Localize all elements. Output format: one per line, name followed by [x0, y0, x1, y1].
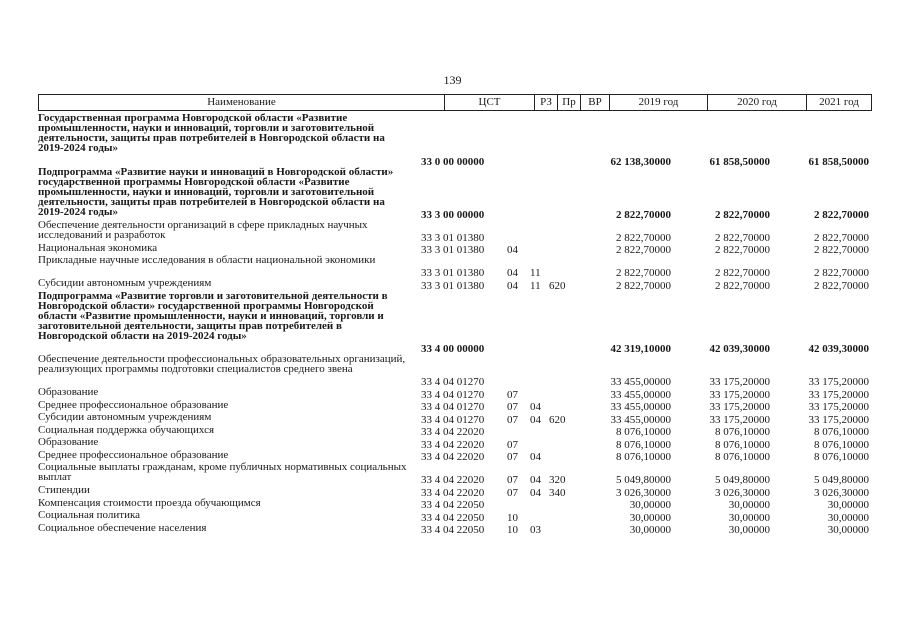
cell-2019: 8 076,10000	[616, 438, 671, 451]
row-name: Среднее профессиональное образование	[38, 398, 229, 411]
cell-2020: 30,00000	[728, 511, 770, 524]
cell-vr: 620	[549, 279, 566, 292]
cell-2019: 30,00000	[629, 511, 671, 524]
cell-2019: 33 455,00000	[610, 413, 671, 426]
cell-2020: 33 175,20000	[709, 401, 770, 414]
cell-rz: 10	[507, 511, 518, 524]
row-name: Обеспечение деятельности профессиональных образовательных организаций, реализующих программы подготовки специалистов среднего звена	[38, 353, 406, 376]
cell-2019: 8 076,10000	[616, 451, 671, 464]
cell-2019: 2 822,70000	[616, 231, 671, 244]
table-row	[0, 167, 905, 221]
cell-2021: 3 026,30000	[814, 486, 869, 499]
cell-rz: 07	[507, 388, 518, 401]
cell-cst: 33 3 01 01380	[421, 267, 485, 280]
row-name: Социальная политика	[38, 509, 141, 522]
cell-2020: 33 175,20000	[709, 376, 770, 389]
row-name: Среднее профессиональное образование	[38, 448, 229, 461]
cell-2021: 30,00000	[827, 499, 869, 512]
cell-2019: 33 455,00000	[610, 376, 671, 389]
cell-2020: 2 822,70000	[715, 231, 770, 244]
cell-2020: 3 026,30000	[715, 486, 770, 499]
header-2019: 2019 год	[609, 95, 707, 110]
cell-cst: 33 4 04 22020	[421, 426, 485, 439]
table-row	[0, 278, 905, 291]
cell-2019: 5 049,80000	[616, 474, 671, 487]
cell-vr: 320	[549, 474, 566, 487]
cell-cst: 33 0 00 00000	[421, 155, 485, 168]
row-name: Государственная программа Новгородской области «Развитие промышленности, науки и инноваций, торговли и заготовительной деятельности, защиты прав потребителей в Новгородской области на 2019-2024 годы»	[38, 112, 385, 154]
cell-cst: 33 4 04 01270	[421, 376, 485, 389]
cell-2019: 2 822,70000	[616, 267, 671, 280]
cell-2021: 8 076,10000	[814, 426, 869, 439]
cell-rz: 04	[507, 267, 518, 280]
table-row	[0, 291, 905, 355]
table-row	[0, 462, 905, 485]
header-rz: РЗ	[534, 95, 557, 110]
cell-2020: 33 175,20000	[709, 413, 770, 426]
cell-cst: 33 4 04 01270	[421, 388, 485, 401]
cell-2021: 2 822,70000	[814, 231, 869, 244]
cell-2020: 30,00000	[728, 499, 770, 512]
table-header	[38, 94, 872, 111]
row-name: Образование	[38, 436, 99, 449]
cell-rz: 07	[507, 401, 518, 414]
cell-2021: 42 039,30000	[808, 343, 869, 356]
row-name: Национальная экономика	[38, 241, 158, 254]
cell-2020: 8 076,10000	[715, 426, 770, 439]
cell-2019: 62 138,30000	[610, 155, 671, 168]
cell-2019: 33 455,00000	[610, 401, 671, 414]
table-row	[0, 113, 905, 167]
cell-2019: 2 822,70000	[616, 209, 671, 221]
cell-cst: 33 4 04 22020	[421, 451, 485, 464]
cell-2021: 33 175,20000	[808, 388, 869, 401]
cell-pr: 11	[530, 279, 541, 292]
header-2021: 2021 год	[806, 95, 872, 110]
cell-2020: 2 822,70000	[715, 209, 770, 221]
cell-cst: 33 4 04 22020	[421, 438, 485, 451]
cell-cst: 33 4 04 22050	[421, 511, 485, 524]
cell-pr: 11	[530, 267, 541, 280]
cell-vr: 620	[549, 413, 566, 426]
cell-2021: 30,00000	[827, 524, 869, 537]
cell-rz: 10	[507, 524, 518, 537]
cell-2020: 8 076,10000	[715, 438, 770, 451]
cell-rz: 04	[507, 244, 518, 257]
cell-2020: 2 822,70000	[715, 267, 770, 280]
table-body	[0, 113, 905, 535]
cell-cst: 33 4 04 22020	[421, 486, 485, 499]
cell-2021: 8 076,10000	[814, 438, 869, 451]
cell-2020: 2 822,70000	[715, 244, 770, 257]
header-name: Наименование	[38, 95, 444, 110]
cell-2019: 42 319,10000	[610, 343, 671, 356]
cell-2021: 33 175,20000	[808, 401, 869, 414]
cell-rz: 07	[507, 438, 518, 451]
cell-pr: 04	[530, 413, 541, 426]
cell-cst: 33 3 01 01380	[421, 279, 485, 292]
cell-pr: 03	[530, 524, 541, 537]
cell-2021: 5 049,80000	[814, 474, 869, 487]
cell-2020: 61 858,50000	[709, 155, 770, 168]
cell-2021: 30,00000	[827, 511, 869, 524]
cell-2021: 33 175,20000	[808, 376, 869, 389]
row-name: Субсидии автономным учреждениям	[38, 411, 212, 424]
cell-cst: 33 4 04 22020	[421, 474, 485, 487]
cell-pr: 04	[530, 486, 541, 499]
table-row	[0, 354, 905, 387]
header-vr: ВР	[580, 95, 609, 110]
cell-cst: 33 4 04 22050	[421, 524, 485, 537]
cell-2019: 3 026,30000	[616, 486, 671, 499]
cell-2020: 5 049,80000	[715, 474, 770, 487]
cell-2021: 2 822,70000	[814, 267, 869, 280]
cell-2020: 30,00000	[728, 524, 770, 537]
row-name: Компенсация стоимости проезда обучающимся	[38, 496, 261, 509]
row-name: Социальное обеспечение населения	[38, 521, 207, 534]
cell-2019: 8 076,10000	[616, 426, 671, 439]
header-pr: Пр	[557, 95, 580, 110]
cell-vr: 340	[549, 486, 566, 499]
page-number: 139	[443, 73, 462, 87]
cell-pr: 04	[530, 401, 541, 414]
table-row	[0, 255, 905, 278]
cell-cst: 33 4 04 01270	[421, 401, 485, 414]
cell-rz: 07	[507, 474, 518, 487]
row-name: Образование	[38, 386, 99, 399]
cell-2019: 2 822,70000	[616, 244, 671, 257]
cell-rz: 04	[507, 279, 518, 292]
cell-2019: 33 455,00000	[610, 388, 671, 401]
cell-2020: 8 076,10000	[715, 451, 770, 464]
cell-2019: 2 822,70000	[616, 279, 671, 292]
cell-2019: 30,00000	[629, 524, 671, 537]
header-2020: 2020 год	[707, 95, 806, 110]
cell-2020: 42 039,30000	[709, 343, 770, 356]
table-row	[0, 510, 905, 523]
table-row	[0, 523, 905, 536]
cell-cst: 33 4 04 22050	[421, 499, 485, 512]
cell-2020: 33 175,20000	[709, 388, 770, 401]
header-cst: ЦСТ	[444, 95, 534, 110]
cell-2021: 2 822,70000	[814, 279, 869, 292]
cell-rz: 07	[507, 413, 518, 426]
cell-2019: 30,00000	[629, 499, 671, 512]
cell-cst: 33 3 01 01380	[421, 244, 485, 257]
cell-2021: 2 822,70000	[814, 244, 869, 257]
cell-cst: 33 3 01 01380	[421, 231, 485, 244]
cell-cst: 33 4 04 01270	[421, 413, 485, 426]
row-name: Подпрограмма «Развитие торговли и заготовительной деятельности в Новгородской области» государственной программы Новгородской области «Развитие промышленности, науки и инноваций, торговли и заготовительной деятельности, защиты прав потребителей в Новгородской области на 2019-2024 годы»	[38, 289, 388, 342]
cell-2020: 2 822,70000	[715, 279, 770, 292]
row-name: Субсидии автономным учреждениям	[38, 277, 212, 290]
row-name: Социальная поддержка обучающихся	[38, 423, 215, 436]
row-name: Обеспечение деятельности организаций в сфере прикладных научных исследований и разработок	[38, 219, 368, 241]
row-name: Подпрограмма «Развитие науки и инноваций в Новгородской области» государственной программы Новгородской области «Развитие промышленности, науки и инноваций, торговли и заготовительной деятельности, защиты прав потребителей в Новгородской области на 2019-2024 годы»	[38, 165, 394, 218]
cell-cst: 33 4 00 00000	[421, 343, 485, 356]
cell-2021: 33 175,20000	[808, 413, 869, 426]
row-name: Социальные выплаты гражданам, кроме публичных нормативных социальных выплат	[38, 461, 407, 484]
table-row	[0, 485, 905, 498]
cell-pr: 04	[530, 451, 541, 464]
row-name: Прикладные научные исследования в области национальной экономики	[38, 254, 376, 267]
cell-2021: 61 858,50000	[808, 155, 869, 168]
cell-2021: 2 822,70000	[814, 209, 869, 221]
cell-2021: 8 076,10000	[814, 451, 869, 464]
row-name: Стипендии	[38, 484, 90, 497]
table-row	[0, 220, 905, 243]
cell-pr: 04	[530, 474, 541, 487]
cell-cst: 33 3 00 00000	[421, 209, 485, 221]
cell-rz: 07	[507, 486, 518, 499]
table-row	[0, 425, 905, 438]
cell-rz: 07	[507, 451, 518, 464]
